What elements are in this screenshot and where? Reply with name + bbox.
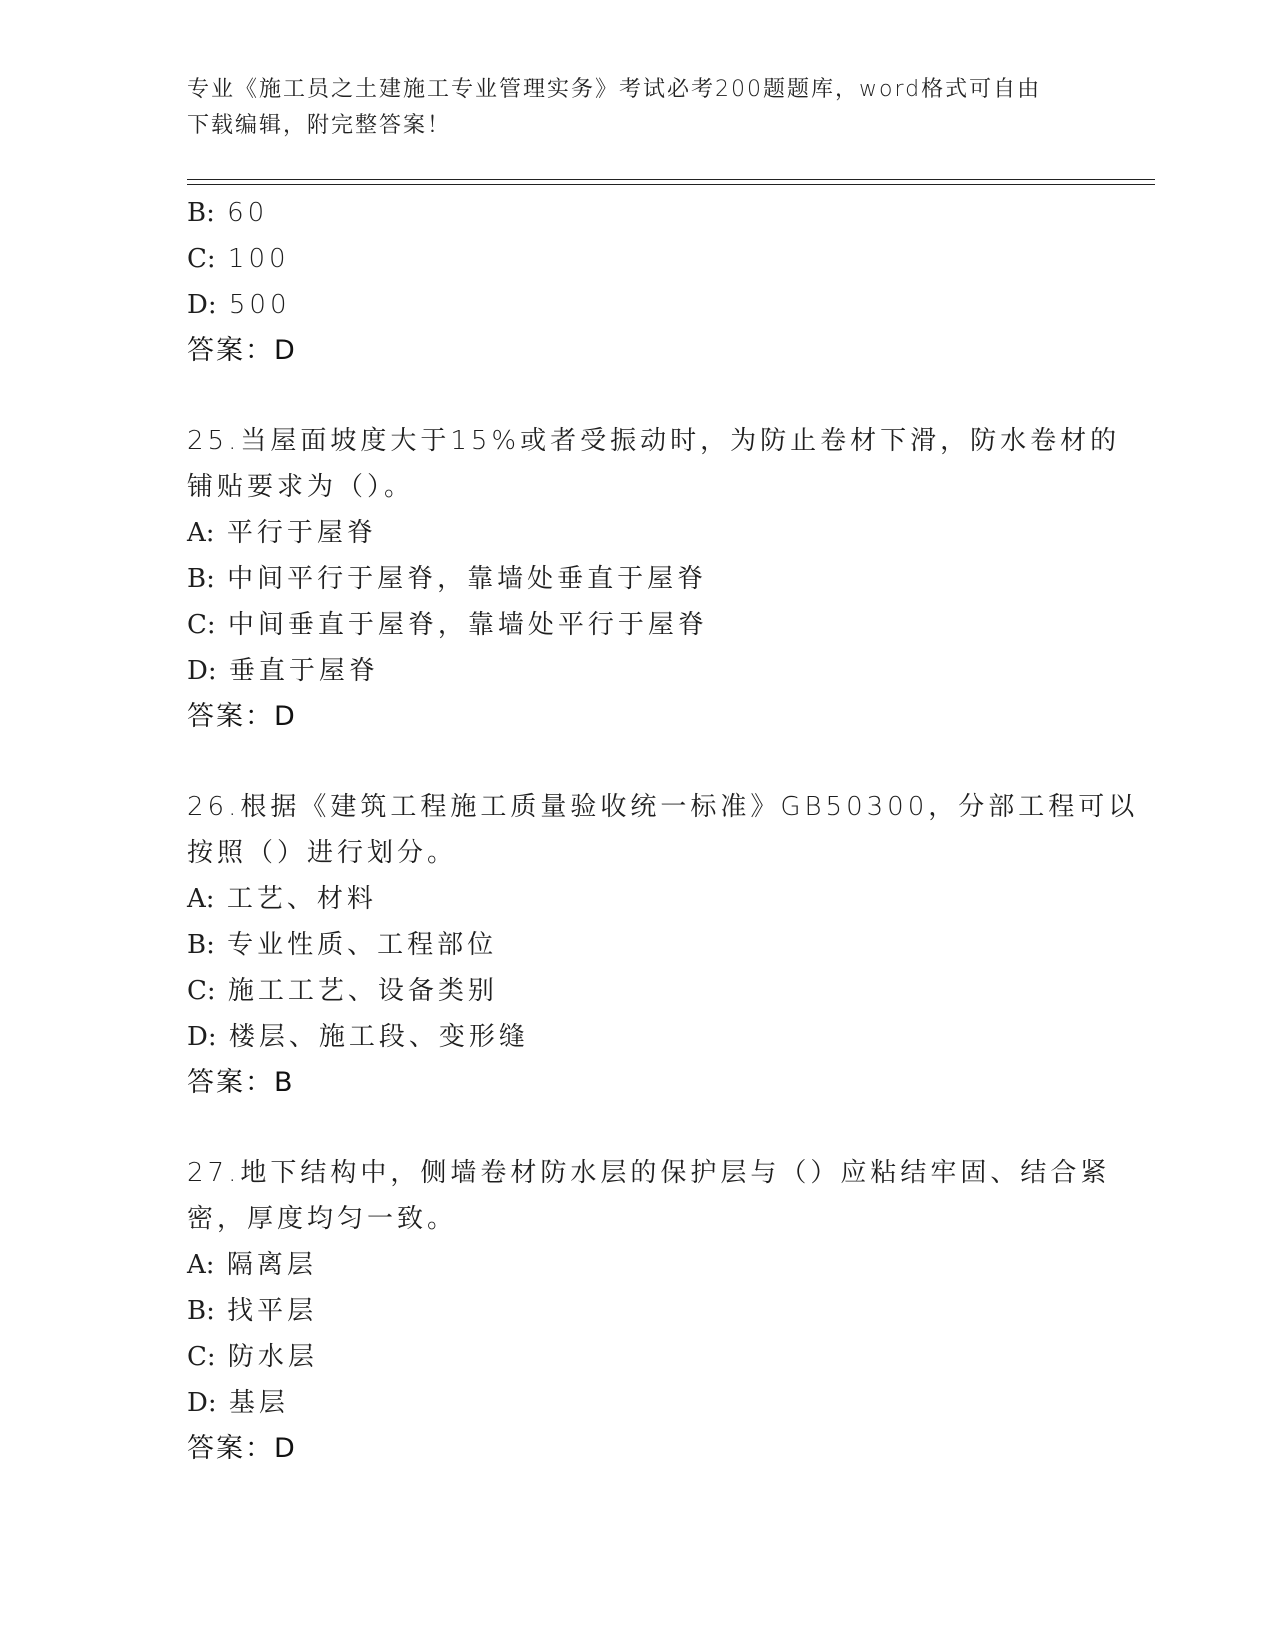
answer-line: 答案：D — [187, 701, 297, 732]
option-letter: C: — [187, 610, 216, 640]
option-text: 找平层 — [227, 1296, 318, 1326]
header-line-2: 下载编辑，附完整答案！ — [187, 113, 452, 138]
document-header — [187, 72, 1067, 144]
option-text: 工艺、材料 — [226, 884, 377, 914]
question-list — [187, 190, 1139, 1472]
option-letter: B: — [187, 198, 215, 228]
option-text: 基层 — [228, 1388, 289, 1418]
question-title-line-2: 按照（）进行划分。 — [187, 838, 458, 868]
option-letter: D: — [187, 1022, 217, 1052]
question-title-line-1: 25.当屋面坡度大于15%或者受振动时，为防止卷材下滑，防水卷材的 — [187, 426, 1121, 456]
option-text: 60 — [227, 198, 269, 228]
option-a — [187, 1242, 1107, 1288]
prev-question-block — [187, 190, 1107, 374]
header-line-1: 专业《施工员之土建施工专业管理实务》考试必考200题题库，word格式可自由 — [187, 77, 1042, 102]
option-text: 隔离层 — [226, 1250, 317, 1280]
option-c — [187, 968, 1107, 1014]
option-letter: C: — [187, 244, 216, 274]
option-text: 平行于屋脊 — [226, 518, 377, 548]
option-a — [187, 510, 1107, 556]
question-25 — [187, 418, 1121, 740]
option-b — [187, 922, 1107, 968]
option-letter: C: — [187, 1342, 216, 1372]
answer-line: 答案：B — [187, 1067, 295, 1098]
option-a — [187, 876, 1107, 922]
option-letter: D: — [187, 290, 217, 320]
question-title-line-2: 铺贴要求为（）。 — [187, 472, 415, 502]
option-c — [187, 602, 1107, 648]
option-text: 500 — [228, 290, 291, 320]
option-d — [187, 1380, 1107, 1426]
option-letter: C: — [187, 976, 216, 1006]
option-d — [187, 282, 1107, 328]
option-text: 施工工艺、设备类别 — [227, 976, 498, 1006]
option-letter: B: — [187, 1296, 215, 1326]
option-b — [187, 556, 1107, 602]
option-d — [187, 648, 1107, 694]
option-text: 100 — [227, 244, 290, 274]
option-letter: B: — [187, 930, 215, 960]
header-divider-top — [187, 179, 1155, 180]
question-title-line-1: 26.根据《建筑工程施工质量验收统一标准》GB50300，分部工程可以 — [187, 792, 1139, 822]
option-letter: D: — [187, 1388, 217, 1418]
answer-line: 答案：D — [187, 335, 297, 366]
question-title-line-2: 密，厚度均匀一致。 — [187, 1204, 458, 1234]
option-c — [187, 1334, 1107, 1380]
option-b — [187, 190, 1107, 236]
answer-line: 答案：D — [187, 1433, 297, 1464]
option-text: 专业性质、工程部位 — [227, 930, 498, 960]
option-text: 中间平行于屋脊，靠墙处垂直于屋脊 — [227, 564, 708, 594]
option-letter: B: — [187, 564, 215, 594]
question-title-line-1: 27.地下结构中，侧墙卷材防水层的保护层与（）应粘结牢固、结合紧 — [187, 1158, 1111, 1188]
option-c — [187, 236, 1107, 282]
option-d — [187, 1014, 1107, 1060]
option-letter: D: — [187, 656, 217, 686]
header-divider-bottom — [187, 184, 1155, 185]
option-text: 中间垂直于屋脊，靠墙处平行于屋脊 — [227, 610, 708, 640]
option-text: 垂直于屋脊 — [228, 656, 379, 686]
option-text: 楼层、施工段、变形缝 — [228, 1022, 529, 1052]
question-27 — [187, 1150, 1111, 1472]
option-letter: A: — [187, 1250, 215, 1280]
question-26 — [187, 784, 1139, 1106]
option-letter: A: — [187, 518, 215, 548]
option-text: 防水层 — [227, 1342, 318, 1372]
option-b — [187, 1288, 1107, 1334]
option-letter: A: — [187, 884, 215, 914]
